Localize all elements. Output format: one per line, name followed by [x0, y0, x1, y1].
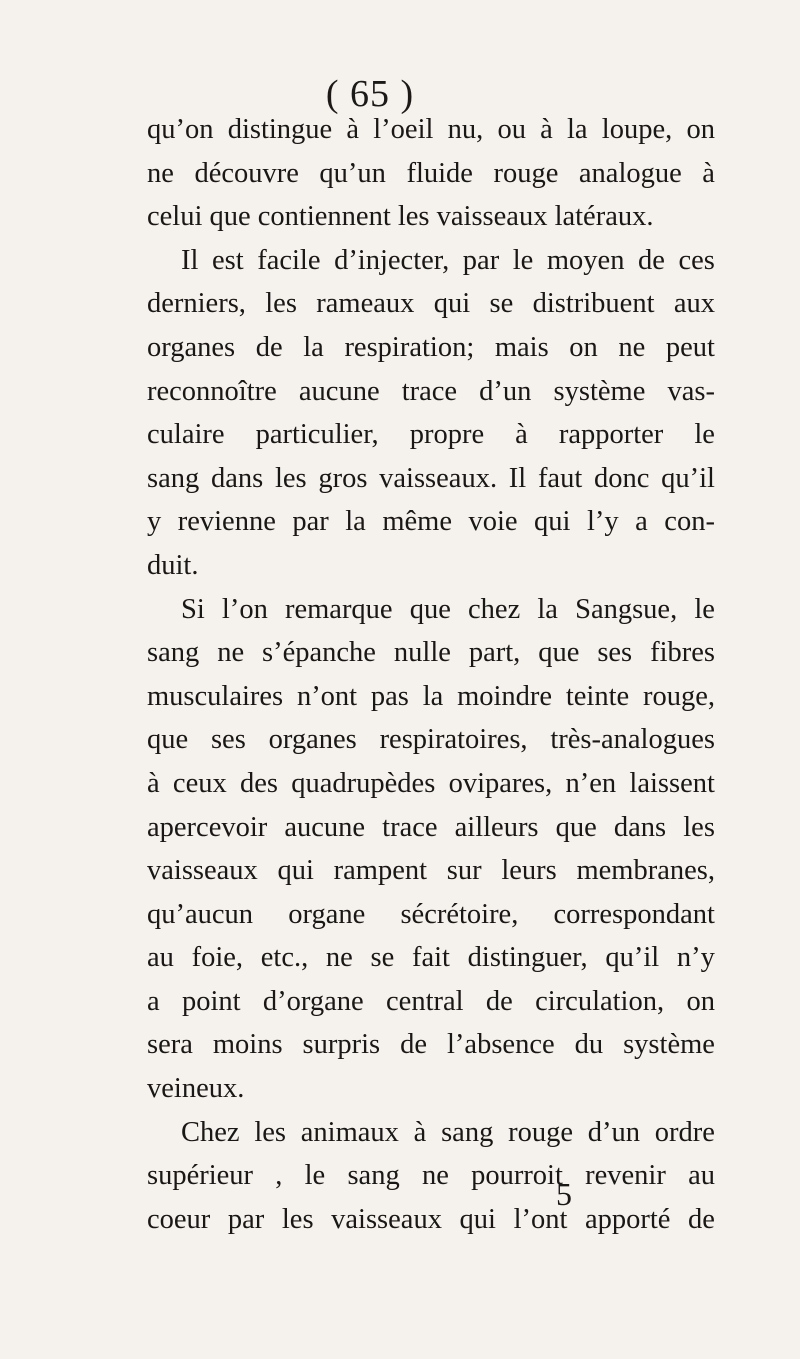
word: faut — [537, 462, 583, 494]
word: la — [567, 114, 588, 145]
text-line — [147, 457, 715, 501]
word: ou — [497, 114, 526, 145]
word: sang — [147, 462, 200, 494]
word: particulier, — [255, 419, 379, 451]
word: animaux — [300, 1116, 399, 1148]
word: même — [382, 506, 452, 538]
text-line — [147, 544, 715, 588]
word: con- — [664, 506, 715, 538]
word: Il — [181, 244, 199, 276]
word: l’ont — [513, 1203, 568, 1235]
word: n’ont — [296, 680, 358, 712]
word: n’y — [676, 942, 715, 974]
word: , — [275, 1160, 283, 1192]
word: sera — [147, 1029, 193, 1061]
word: ne — [618, 331, 646, 363]
word: que — [538, 637, 580, 669]
word: à — [540, 114, 553, 145]
word: la — [303, 331, 324, 363]
word: sang — [347, 1160, 400, 1192]
word: vaisseaux — [147, 855, 258, 887]
word: revienne — [177, 506, 276, 538]
word: d’un — [479, 375, 532, 407]
word: les — [683, 811, 715, 843]
word: découvre — [194, 157, 299, 189]
word: distingue — [227, 114, 333, 145]
word: le — [304, 1160, 326, 1192]
word: vaisseaux — [331, 1203, 442, 1235]
word: Il — [508, 462, 527, 494]
word: qui — [534, 506, 571, 538]
word: ordre — [654, 1116, 715, 1148]
word: de — [255, 331, 283, 363]
text-line — [147, 980, 715, 1024]
word: l’on — [221, 593, 268, 625]
word: foie, — [191, 942, 244, 974]
word: y — [147, 506, 162, 538]
page-number: ( 65 ) — [325, 73, 415, 115]
word: rouge — [493, 157, 559, 189]
word: la — [345, 506, 366, 538]
word: rouge — [508, 1116, 573, 1148]
word: à — [702, 157, 715, 189]
word: correspondant — [553, 898, 715, 930]
text-line — [147, 1111, 715, 1155]
word: qu’un — [319, 157, 386, 189]
word: l’oeil — [373, 114, 434, 145]
word: central — [386, 985, 464, 1017]
word: Si — [181, 593, 205, 625]
word: trace — [401, 375, 458, 407]
word: trace — [382, 811, 438, 843]
word: remarque — [284, 593, 393, 625]
word: moyen — [546, 244, 625, 276]
word: analogue — [578, 157, 682, 189]
word: voie — [468, 506, 518, 538]
word: de — [638, 244, 665, 276]
word: organes — [268, 724, 357, 756]
text-line — [147, 718, 715, 762]
word: fibres — [650, 637, 715, 669]
word: on — [686, 114, 715, 145]
word: ne — [147, 157, 174, 189]
word: système — [553, 375, 646, 407]
word: revenir — [585, 1160, 666, 1192]
word: par — [292, 506, 329, 538]
word: système — [623, 1029, 715, 1061]
word: aux — [673, 288, 715, 320]
word: chez — [468, 593, 521, 625]
word: sur — [446, 855, 482, 887]
word: par — [462, 244, 500, 276]
word: pourroit — [471, 1160, 563, 1192]
word: leurs — [501, 855, 557, 887]
word: ces — [678, 244, 715, 276]
word: les — [265, 288, 297, 320]
word: sang — [147, 637, 200, 669]
text-line — [147, 282, 715, 326]
word: a — [635, 506, 648, 538]
word: qu’il — [661, 462, 715, 494]
text-line — [147, 413, 715, 457]
text-line — [147, 108, 715, 152]
word: sang — [441, 1116, 494, 1148]
word: qui — [459, 1203, 496, 1235]
word: organe — [288, 898, 366, 930]
word: respiratoires, — [379, 724, 528, 756]
word: etc., — [260, 942, 309, 974]
word: distinguer, — [467, 942, 588, 974]
word: rameaux — [316, 288, 415, 320]
text-line — [147, 1154, 715, 1198]
word: au — [147, 942, 174, 974]
word: ne — [217, 637, 245, 669]
word: gros — [318, 462, 368, 494]
word: par — [227, 1203, 265, 1235]
word: qui — [277, 855, 314, 887]
word: très-analogues — [550, 724, 715, 756]
word: teinte — [565, 680, 630, 712]
text-line — [147, 370, 715, 414]
word: part, — [468, 637, 521, 669]
word: que — [409, 593, 451, 625]
text-line — [147, 326, 715, 370]
word: respiration; — [344, 331, 475, 363]
text-line-content: veineux. — [147, 1073, 245, 1105]
text-line — [147, 1023, 715, 1067]
word: on — [569, 331, 598, 363]
word: supérieur — [147, 1160, 254, 1192]
word: organes — [147, 331, 236, 363]
word: le — [512, 244, 534, 276]
word: reconnoître — [147, 375, 277, 407]
word: que — [555, 811, 597, 843]
word: surpris — [302, 1029, 381, 1061]
word: propre — [409, 419, 485, 451]
word: à — [346, 114, 360, 145]
word: culaire — [147, 419, 225, 451]
text-line — [147, 195, 715, 239]
word: distribuent — [532, 288, 655, 320]
word: ses — [597, 637, 633, 669]
word: apporté — [584, 1203, 671, 1235]
word: laissent — [629, 767, 715, 799]
word: membranes, — [576, 855, 715, 887]
word: de — [688, 1203, 715, 1235]
body-text — [147, 108, 715, 1241]
word: coeur — [147, 1203, 211, 1235]
text-line — [147, 849, 715, 893]
word: loupe, — [601, 114, 673, 145]
word: fluide — [406, 157, 473, 189]
text-line — [147, 893, 715, 937]
word: rampent — [333, 855, 428, 887]
word: apercevoir — [147, 811, 268, 843]
word: pas — [370, 680, 409, 712]
word: dans — [210, 462, 264, 494]
word: le — [694, 593, 715, 625]
word: de — [485, 985, 513, 1017]
text-line — [147, 675, 715, 719]
word: aucune — [298, 375, 380, 407]
word: on — [686, 985, 715, 1017]
word: du — [574, 1029, 604, 1061]
word: d’organe — [262, 985, 364, 1017]
word: la — [422, 680, 444, 712]
word: nulle — [393, 637, 451, 669]
word: Chez — [181, 1116, 240, 1148]
word: circulation, — [535, 985, 665, 1017]
word: musculaires — [147, 680, 284, 712]
text-line — [147, 806, 715, 850]
word: qui — [433, 288, 471, 320]
word: ovipares, — [448, 767, 553, 799]
word: qu’on — [147, 114, 214, 145]
word: dans — [613, 811, 667, 843]
word: de — [400, 1029, 428, 1061]
text-line-content: celui que contiennent les vaisseaux latéraux. — [147, 201, 654, 233]
word: les — [254, 1116, 286, 1148]
text-line — [147, 152, 715, 196]
word: des — [240, 767, 278, 799]
word: à — [413, 1116, 427, 1148]
word: qu’aucun — [147, 898, 254, 930]
text-line — [147, 631, 715, 675]
word: d’un — [587, 1116, 641, 1148]
text-line — [147, 239, 715, 283]
text-line — [147, 588, 715, 632]
word: sécrétoire, — [400, 898, 519, 930]
word: se — [370, 942, 395, 974]
word: ailleurs — [454, 811, 539, 843]
word: derniers, — [147, 288, 246, 320]
word: se — [489, 288, 514, 320]
word: à — [147, 767, 160, 799]
word: fait — [411, 942, 450, 974]
word: l’y — [586, 506, 619, 538]
word: nu, — [447, 114, 484, 145]
word: les — [281, 1203, 314, 1235]
word: ne — [421, 1160, 449, 1192]
word: facile — [257, 244, 321, 276]
word: point — [181, 985, 241, 1017]
word: à — [515, 419, 528, 451]
text-line-content: duit. — [147, 549, 199, 581]
text-line — [147, 500, 715, 544]
text-line — [147, 1198, 715, 1242]
word: ne — [325, 942, 353, 974]
word: ceux — [172, 767, 227, 799]
signature-mark: 5 — [556, 1176, 572, 1212]
word: mais — [494, 331, 549, 363]
word: la — [537, 593, 558, 625]
word: au — [688, 1160, 715, 1192]
word: rouge, — [642, 680, 715, 712]
word: rapporter — [558, 419, 664, 451]
word: le — [694, 419, 715, 451]
word: vas- — [667, 375, 715, 407]
word: ses — [210, 724, 246, 756]
word: vaisseaux. — [379, 462, 498, 494]
word: a — [147, 985, 160, 1017]
word: peut — [665, 331, 715, 363]
text-line — [147, 1067, 715, 1111]
word: moins — [212, 1029, 283, 1061]
word: l’absence — [447, 1029, 555, 1061]
word: d’injecter, — [334, 244, 450, 276]
word: que — [147, 724, 189, 756]
text-line — [147, 936, 715, 980]
word: quadrupèdes — [291, 767, 436, 799]
word: qu’il — [605, 942, 660, 974]
word: Sangsue, — [575, 593, 678, 625]
word: donc — [593, 462, 650, 494]
word: les — [274, 462, 307, 494]
word: aucune — [284, 811, 366, 843]
word: est — [211, 244, 244, 276]
word: s’épanche — [262, 637, 376, 669]
word: moindre — [457, 680, 553, 712]
text-line — [147, 762, 715, 806]
word: n’en — [565, 767, 617, 799]
